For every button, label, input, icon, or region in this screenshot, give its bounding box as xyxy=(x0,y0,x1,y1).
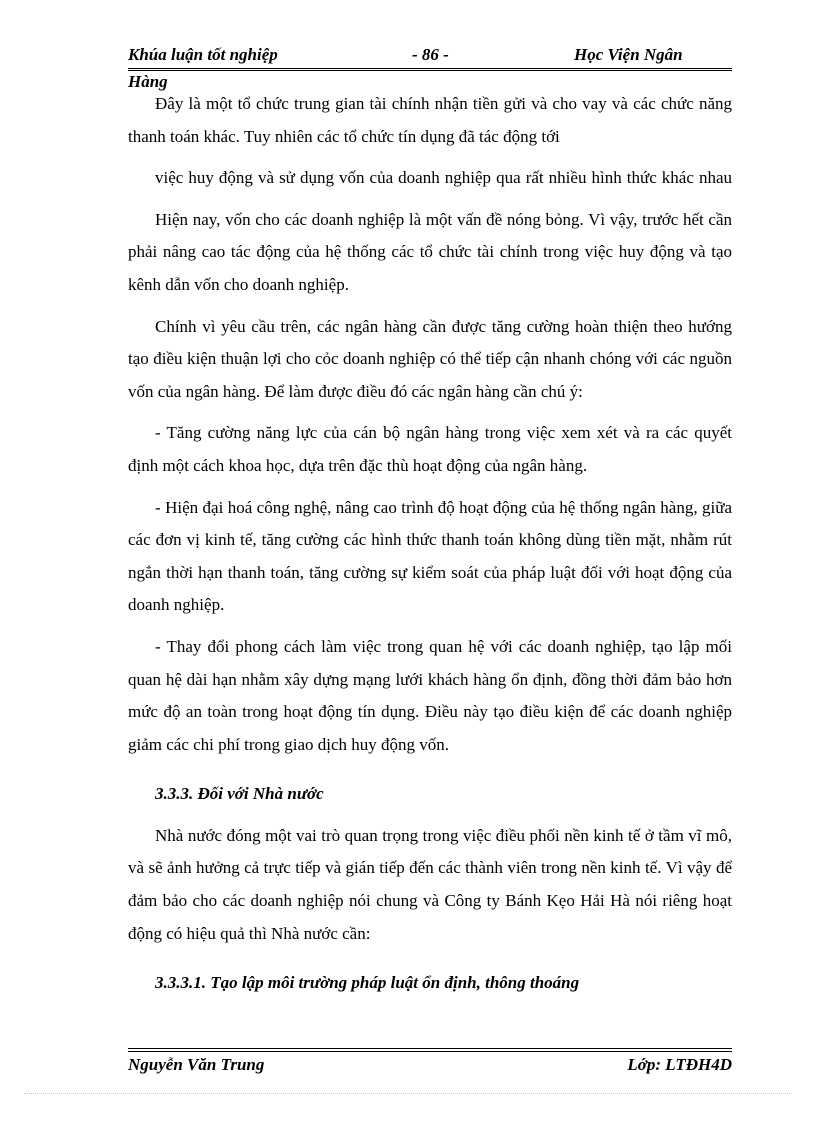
subsection-heading: 3.3.3.1. Tạo lập môi trường pháp luật ổn định, thông thoáng xyxy=(155,973,580,993)
header-institution-continued: Hàng xyxy=(128,72,168,91)
bullet-working-style: - Thay đổi phong cách làm việc trong quan hệ với các doanh nghiệp, tạo lập mối quan hệ dài hạn nhằm xây dựng mạng lưới khách hàng ổn định, đồng thời đảm bảo hơn mức độ an toàn trong hoạt động tín dụng. Điều này tạo điều kiện để các doanh nghiệp giảm các chi phí trong giao dịch huy động vốn. xyxy=(128,636,732,754)
footer-rule-double xyxy=(128,1051,732,1052)
section-heading: 3.3.3. Đối với Nhà nước xyxy=(155,784,324,804)
footer-rule xyxy=(128,1048,732,1049)
page-boundary xyxy=(24,1093,792,1094)
bullet-staff-capacity: - Tăng cường năng lực của cán bộ ngân hàng trong việc xem xét và ra các quyết định một cách khoa học, dựa trên đặc thù hoạt động của ngân hàng. xyxy=(128,423,732,475)
page-header xyxy=(128,45,732,67)
header-institution: Học Viện Ngân xyxy=(574,45,683,64)
paragraph-bank-requirements: Chính vì yêu cầu trên, các ngân hàng cần được tăng cường hoàn thiện theo hướng tạo điều kiện thuận lợi cho cỏc doanh nghiệp có thể tiếp cận nhanh chóng với các nguồn vốn của ngân hàng. Để làm được điều đó các ngân hàng cần chú ý: xyxy=(128,316,732,401)
paragraph-capital-channels: việc huy động và sử dụng vốn của doanh nghiệp qua rất nhiều hình thức khác nhau xyxy=(155,168,732,188)
document-body xyxy=(128,88,732,1009)
footer-author: Nguyễn Văn Trung xyxy=(128,1055,265,1074)
header-thesis-label: Khúa luận tốt nghiệp xyxy=(128,45,278,64)
header-page-number: - 86 - xyxy=(412,45,449,64)
paragraph-intermediary: Đây là một tổ chức trung gian tài chính nhận tiền gửi và cho vay và các chức năng thanh toán khác. Tuy nhiên các tổ chức tín dụng đã tác động tới xyxy=(128,94,732,146)
paragraph-state-role: Nhà nước đóng một vai trò quan trọng trong việc điều phối nền kinh tế ở tầm vĩ mô, và sẽ ảnh hưởng cả trực tiếp và gián tiếp đến các thành viên trong nền kinh tế. Vì vậy để đảm bảo cho các doanh nghiệp nói chung và Công ty Bánh Kẹo Hải Hà nói riêng hoạt động có hiệu quả thì Nhà nước cần: xyxy=(128,825,732,943)
paragraph-current-situation: Hiện nay, vốn cho các doanh nghiệp là một vấn đề nóng bỏng. Vì vậy, trước hết cần phải nâng cao tác động của hệ thống các tổ chức tài chính trong việc huy động và tạo kênh dẫn vốn cho doanh nghiệp. xyxy=(128,209,732,294)
page-footer xyxy=(128,1055,732,1077)
header-rule xyxy=(128,68,732,69)
bullet-modernize-technology: - Hiện đại hoá công nghệ, nâng cao trình độ hoạt động của hệ thống ngân hàng, giữa các đơn vị kinh tế, tăng cường các hình thức thanh toán không dùng tiền mặt, nhằm rút ngắn thời hạn thanh toán, tăng cường sự kiểm soát của pháp luật đối với hoạt động của doanh nghiệp. xyxy=(128,497,732,615)
header-rule-double xyxy=(128,70,732,71)
footer-class: Lớp: LTĐH4D xyxy=(627,1055,732,1074)
